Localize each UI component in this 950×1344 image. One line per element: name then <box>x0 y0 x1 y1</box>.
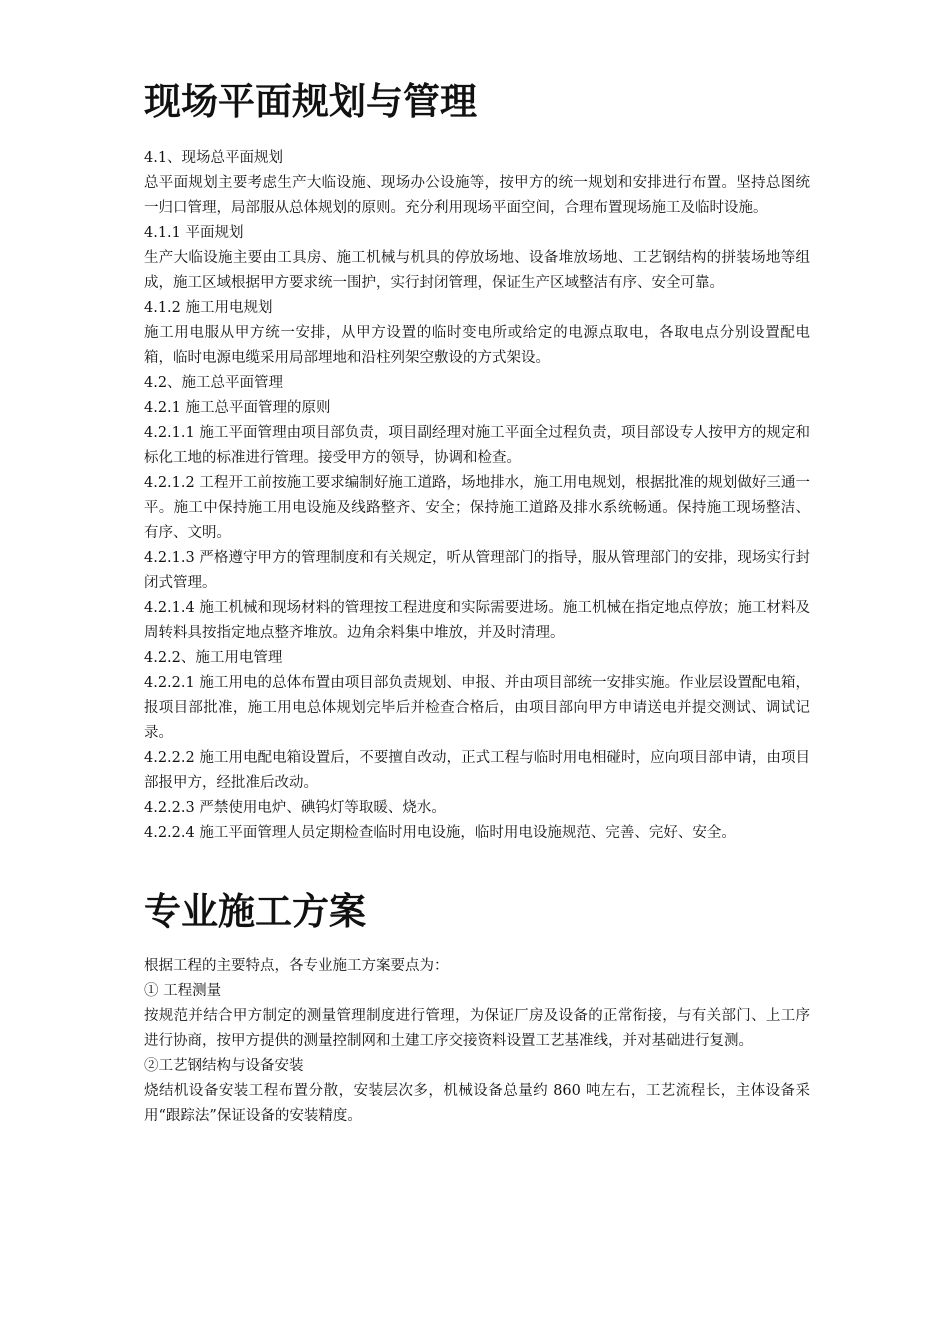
paragraph: 生产大临设施主要由工具房、施工机械与机具的停放场地、设备堆放场地、工艺钢结构的拼装场地等组成，施工区域根据甲方要求统一围护，实行封闭管理，保证生产区域整洁有序、安全可靠。 <box>144 250 810 291</box>
paragraph: 4.1.1 平面规划 <box>144 225 244 241</box>
paragraph: 烧结机设备安装工程布置分散，安装层次多，机械设备总量约 860 吨左右，工艺流程长，主体设备采用“跟踪法”保证设备的安装精度。 <box>144 1083 810 1124</box>
paragraph: 根据工程的主要特点，各专业施工方案要点为： <box>144 958 449 974</box>
paragraph: 4.2.2.1 施工用电的总体布置由项目部负责规划、申报、并由项目部统一安排实施。作业层设置配电箱，报项目部批准，施工用电总体规划完毕后并检查合格后，由项目部向甲方申请送电并提交测试、调试记录。 <box>144 675 810 741</box>
paragraph: ②工艺钢结构与设备安装 <box>144 1058 304 1074</box>
paragraph: 按规范并结合甲方制定的测量管理制度进行管理，为保证厂房及设备的正常衔接，与有关部门、上工序进行协商，按甲方提供的测量控制网和土建工序交接资料设置工艺基准线，并对基础进行复测。 <box>144 1008 810 1049</box>
section-body <box>144 954 810 1129</box>
paragraph: ① 工程测量 <box>144 983 222 999</box>
paragraph: 4.2.2.2 施工用电配电箱设置后，不要擅自改动，正式工程与临时用电相碰时，应向项目部申请，由项目部报甲方，经批准后改动。 <box>144 750 810 791</box>
paragraph: 总平面规划主要考虑生产大临设施、现场办公设施等，按甲方的统一规划和安排进行布置。坚持总图统一归口管理，局部服从总体规划的原则。充分利用现场平面空间，合理布置现场施工及临时设施。 <box>144 175 810 216</box>
paragraph: 4.2.1.2 工程开工前按施工要求编制好施工道路，场地排水，施工用电规划，根据批准的规划做好三通一平。施工中保持施工用电设施及线路整齐、安全；保持施工道路及排水系统畅通。保持施工现场整洁、有序、文明。 <box>144 475 810 541</box>
paragraph: 4.2.1 施工总平面管理的原则 <box>144 400 331 416</box>
paragraph: 4.2、施工总平面管理 <box>144 375 284 391</box>
section-title: 现场平面规划与管理 <box>144 80 477 123</box>
paragraph: 4.2.2.3 严禁使用电炉、碘钨灯等取暖、烧水。 <box>144 800 446 816</box>
paragraph: 4.2.2、施工用电管理 <box>144 650 283 666</box>
section-body <box>144 146 810 846</box>
paragraph: 4.2.1.4 施工机械和现场材料的管理按工程进度和实际需要进场。施工机械在指定地点停放；施工材料及周转料具按指定地点整齐堆放。边角余料集中堆放，并及时清理。 <box>144 600 810 641</box>
paragraph: 4.2.2.4 施工平面管理人员定期检查临时用电设施，临时用电设施规范、完善、完好、安全。 <box>144 825 736 841</box>
paragraph: 4.1、现场总平面规划 <box>144 150 284 166</box>
section-title: 专业施工方案 <box>144 890 366 933</box>
paragraph: 4.2.1.3 严格遵守甲方的管理制度和有关规定，听从管理部门的指导，服从管理部门的安排，现场实行封闭式管理。 <box>144 550 810 591</box>
document-page <box>144 0 810 1129</box>
paragraph: 4.1.2 施工用电规划 <box>144 300 273 316</box>
paragraph: 4.2.1.1 施工平面管理由项目部负责，项目副经理对施工平面全过程负责，项目部设专人按甲方的规定和标化工地的标准进行管理。接受甲方的领导，协调和检查。 <box>144 425 810 466</box>
paragraph: 施工用电服从甲方统一安排，从甲方设置的临时变电所或给定的电源点取电，各取电点分别设置配电箱，临时电源电缆采用局部埋地和沿柱列架空敷设的方式架设。 <box>144 325 810 366</box>
